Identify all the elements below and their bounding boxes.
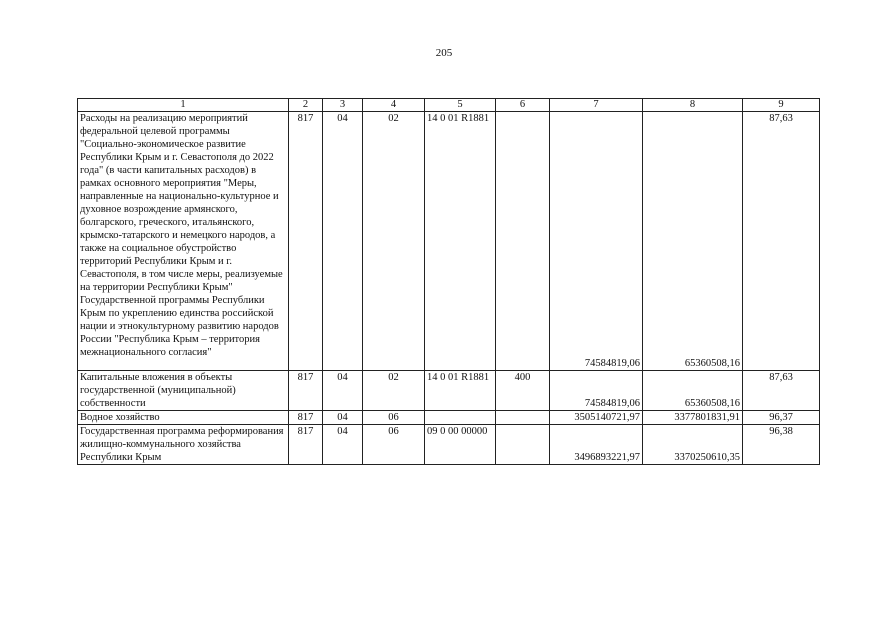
header-cell: 5 xyxy=(425,99,496,112)
cell-executed-amount: 3370250610,35 xyxy=(643,425,743,465)
cell-target-article: 09 0 00 00000 xyxy=(425,425,496,465)
table-row xyxy=(78,371,820,411)
header-cell: 3 xyxy=(323,99,363,112)
cell-executed-amount: 3377801831,91 xyxy=(643,411,743,425)
row-description: Государственная программа реформирования жилищно-коммунального хозяйства Республики Крым xyxy=(78,425,289,465)
cell-percent: 96,38 xyxy=(743,425,820,465)
cell-admin-code: 817 xyxy=(289,425,323,465)
header-row xyxy=(78,99,820,112)
cell-section: 04 xyxy=(323,411,363,425)
table-row xyxy=(78,411,820,425)
cell-expense-type xyxy=(496,112,550,371)
header-cell: 7 xyxy=(550,99,643,112)
header-cell: 9 xyxy=(743,99,820,112)
cell-planned-amount: 3496893221,97 xyxy=(550,425,643,465)
cell-target-article xyxy=(425,411,496,425)
cell-executed-amount: 65360508,16 xyxy=(643,112,743,371)
header-cell: 8 xyxy=(643,99,743,112)
budget-table xyxy=(77,98,820,465)
cell-percent: 87,63 xyxy=(743,112,820,371)
cell-expense-type xyxy=(496,411,550,425)
row-description: Водное хозяйство xyxy=(78,411,289,425)
cell-planned-amount: 74584819,06 xyxy=(550,112,643,371)
cell-admin-code: 817 xyxy=(289,112,323,371)
cell-admin-code: 817 xyxy=(289,371,323,411)
cell-planned-amount: 3505140721,97 xyxy=(550,411,643,425)
header-cell: 2 xyxy=(289,99,323,112)
cell-percent: 87,63 xyxy=(743,371,820,411)
cell-subsection: 06 xyxy=(363,425,425,465)
cell-target-article: 14 0 01 R1881 xyxy=(425,371,496,411)
cell-expense-type xyxy=(496,425,550,465)
cell-executed-amount: 65360508,16 xyxy=(643,371,743,411)
table-row xyxy=(78,112,820,371)
cell-section: 04 xyxy=(323,425,363,465)
header-cell: 1 xyxy=(78,99,289,112)
header-cell: 6 xyxy=(496,99,550,112)
header-cell: 4 xyxy=(363,99,425,112)
cell-planned-amount: 74584819,06 xyxy=(550,371,643,411)
cell-percent: 96,37 xyxy=(743,411,820,425)
cell-subsection: 02 xyxy=(363,371,425,411)
cell-section: 04 xyxy=(323,371,363,411)
cell-section: 04 xyxy=(323,112,363,371)
row-description: Расходы на реализацию мероприятий федеральной целевой программы "Социально-экономическое развитие Республики Крым и г. Севастополя до 2022 года" (в части капитальных расходов) в рамках основного мероприятия "Меры, направленные на национально-культурное и духовное возрождение армянского, болгарского, греческого, итальянского, крымско-татарского и немецкого народов, а также на социальное обустройство территорий Республики Крым и г. Севастополя, в том числе меры, реализуемые на территории Республики Крым" Государственной программы Республики Крым по укреплению единства российской нации и этнокультурному развитию народов России "Республика Крым – территория межнационального согласия" xyxy=(78,112,289,371)
page-number: 205 xyxy=(435,47,453,59)
cell-subsection: 06 xyxy=(363,411,425,425)
cell-subsection: 02 xyxy=(363,112,425,371)
cell-admin-code: 817 xyxy=(289,411,323,425)
cell-target-article: 14 0 01 R1881 xyxy=(425,112,496,371)
cell-expense-type: 400 xyxy=(496,371,550,411)
row-description: Капитальные вложения в объекты государственной (муниципальной) собственности xyxy=(78,371,289,411)
table-row xyxy=(78,425,820,465)
